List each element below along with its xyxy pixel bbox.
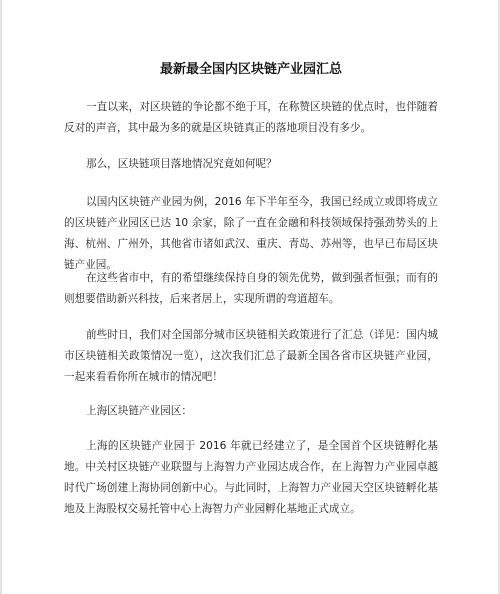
paragraph-provinces: 在这些省市中，有的希望继续保持自身的领先优势，做到强者恒强；而有的则想要借助新兴科技，后来者居上，实现所谓的弯道超车。 <box>64 272 438 305</box>
paragraph-shanghai-detail: 上海的区块链产业园于 2016 年就已经建立了，是全国首个区块链孵化基地。中关村区块链产业联盟与上海智力产业园达成合作，在上海智力产业园卓越时代广场创建上海协同创新中心。与此同时，上海智力产业园天空区块链孵化基地及上海股权交易托管中心上海智力产业园孵化基地正式成立。 <box>64 440 438 515</box>
document-title: 最新最全国内区块链产业园汇总 <box>159 62 342 77</box>
paragraph-intro: 一直以来，对区块链的争论都不绝于耳，在称赞区块链的优点时，也伴随着反对的声音，其中最为多的就是区块链真正的落地项目没有多少。 <box>64 101 438 134</box>
page-edge-left <box>0 0 2 594</box>
paragraph-shanghai-heading: 上海区块链产业园区： <box>86 405 192 417</box>
paragraph-policy-summary: 前些时日，我们对全国部分城市区块链相关政策进行了汇总（详见：国内城市区块链相关政策情况一览），这次我们汇总了最新全国各省市区块链产业园，一起来看看你所在城市的情况吧！ <box>64 329 438 383</box>
paragraph-industrial-parks: 以国内区块链产业园为例，2016 年下半年至今，我国已经成立或即将成立的区块链产业园区已达 10 余家，除了一直在金融和科技领域保持强劲势头的上海、杭州、广州外，其他省市诸如武汉、重庆、青岛、苏州等，也早已布局区块链产业园。 <box>64 196 438 271</box>
paragraph-question: 那么，区块链项目落地情况究竟如何呢？ <box>86 158 277 170</box>
